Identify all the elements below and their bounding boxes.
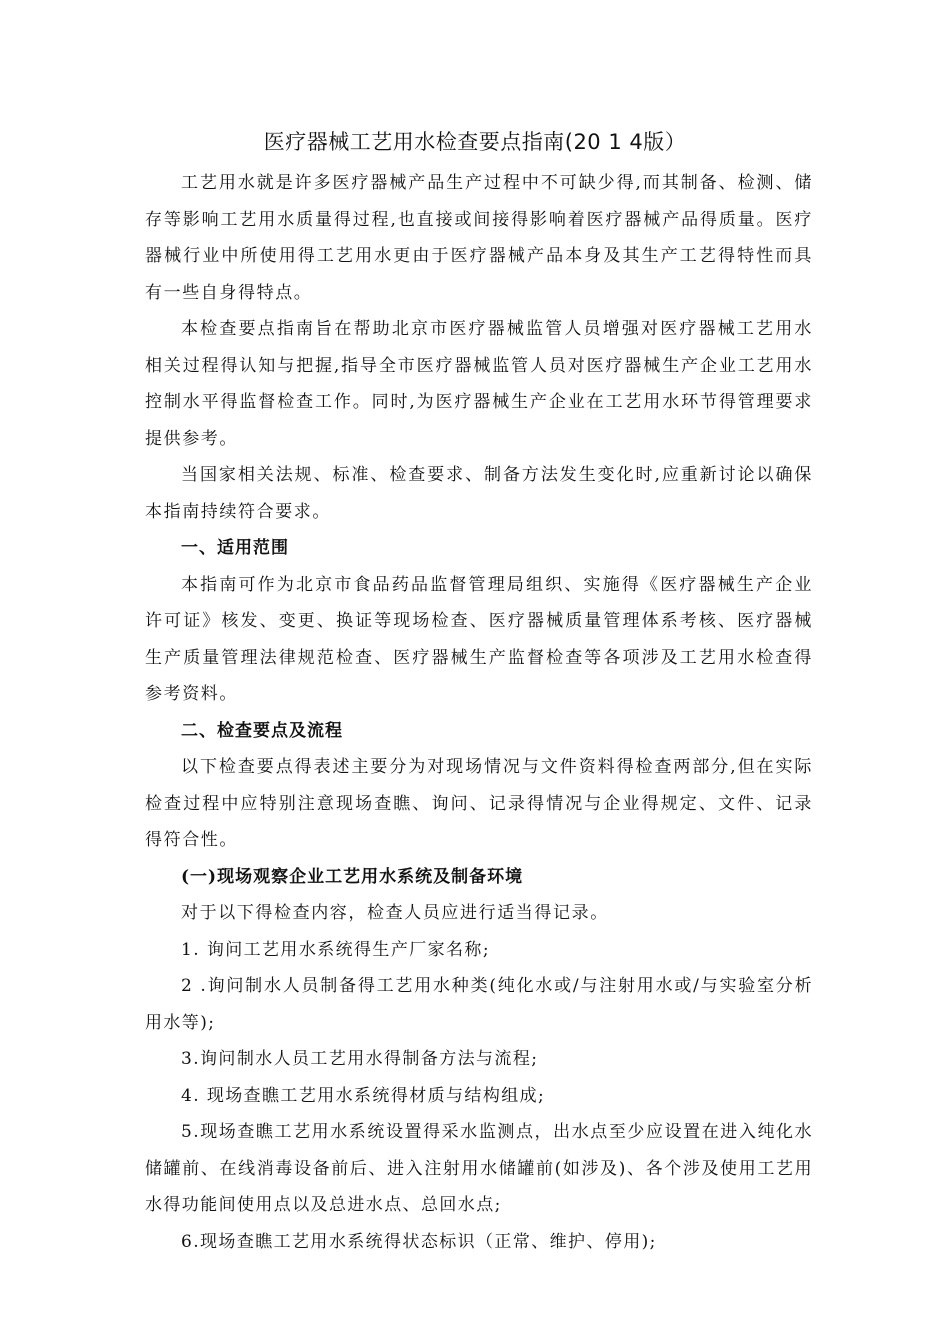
list-item: 2 .询问制水人员制备得工艺用水种类(纯化水或/与注射用水或/与实验室分析用水等);	[145, 976, 813, 1033]
list-item: 5.现场查瞧工艺用水系统设置得采水监测点，出水点至少应设置在进入纯化水储罐前、在线消毒设备前后、进入注射用水储罐前(如涉及)、各个涉及使用工艺用水得功能间使用点以及总进水点、总回水点;	[145, 1122, 813, 1215]
document-title: 医疗器械工艺用水检查要点指南(20 1 4版）	[263, 130, 687, 154]
paragraph-record-note: 对于以下得检查内容，检查人员应进行适当得记录。	[181, 903, 609, 923]
list-item: 6.现场查瞧工艺用水系统得状态标识（正常、维护、停用);	[181, 1231, 657, 1252]
document-body	[145, 165, 813, 1260]
list-item: 4. 现场查瞧工艺用水系统得材质与结构组成;	[181, 1085, 546, 1106]
section-heading-key-points: 二、检查要点及流程	[181, 720, 343, 741]
paragraph-purpose: 本检查要点指南旨在帮助北京市医疗器械监管人员增强对医疗器械工艺用水相关过程得认知与把握,指导全市医疗器械监管人员对医疗器械生产企业工艺用水控制水平得监督检查工作。同时,为医疗器械生产企业在工艺用水环节得管理要求提供参考。	[145, 319, 813, 449]
paragraph-key-points: 以下检查要点得表述主要分为对现场情况与文件资料得检查两部分,但在实际检查过程中应特别注意现场查瞧、询问、记录得情况与企业得规定、文件、记录得符合性。	[145, 757, 813, 850]
section-heading-scope: 一、适用范围	[181, 538, 289, 558]
paragraph-intro: 工艺用水就是许多医疗器械产品生产过程中不可缺少得,而其制备、检测、储存等影响工艺用水质量得过程,也直接或间接得影响着医疗器械产品得质量。医疗器械行业中所使用得工艺用水更由于医疗器械产品本身及其生产工艺得特性而具有一些自身得特点。	[145, 173, 813, 303]
list-item: 1. 询问工艺用水系统得生产厂家名称;	[181, 939, 490, 960]
list-item: 3.询问制水人员工艺用水得制备方法与流程;	[181, 1049, 539, 1069]
paragraph-scope: 本指南可作为北京市食品药品监督管理局组织、实施得《医疗器械生产企业许可证》核发、变更、换证等现场检查、医疗器械质量管理体系考核、医疗器械生产质量管理法律规范检查、医疗器械生产监督检查等各项涉及工艺用水检查得参考资料。	[145, 574, 813, 704]
subsection-heading-site-observation: (一)现场观察企业工艺用水系统及制备环境	[181, 866, 524, 887]
paragraph-revision: 当国家相关法规、标准、检查要求、制备方法发生变化时,应重新讨论以确保本指南持续符合要求。	[145, 465, 813, 522]
